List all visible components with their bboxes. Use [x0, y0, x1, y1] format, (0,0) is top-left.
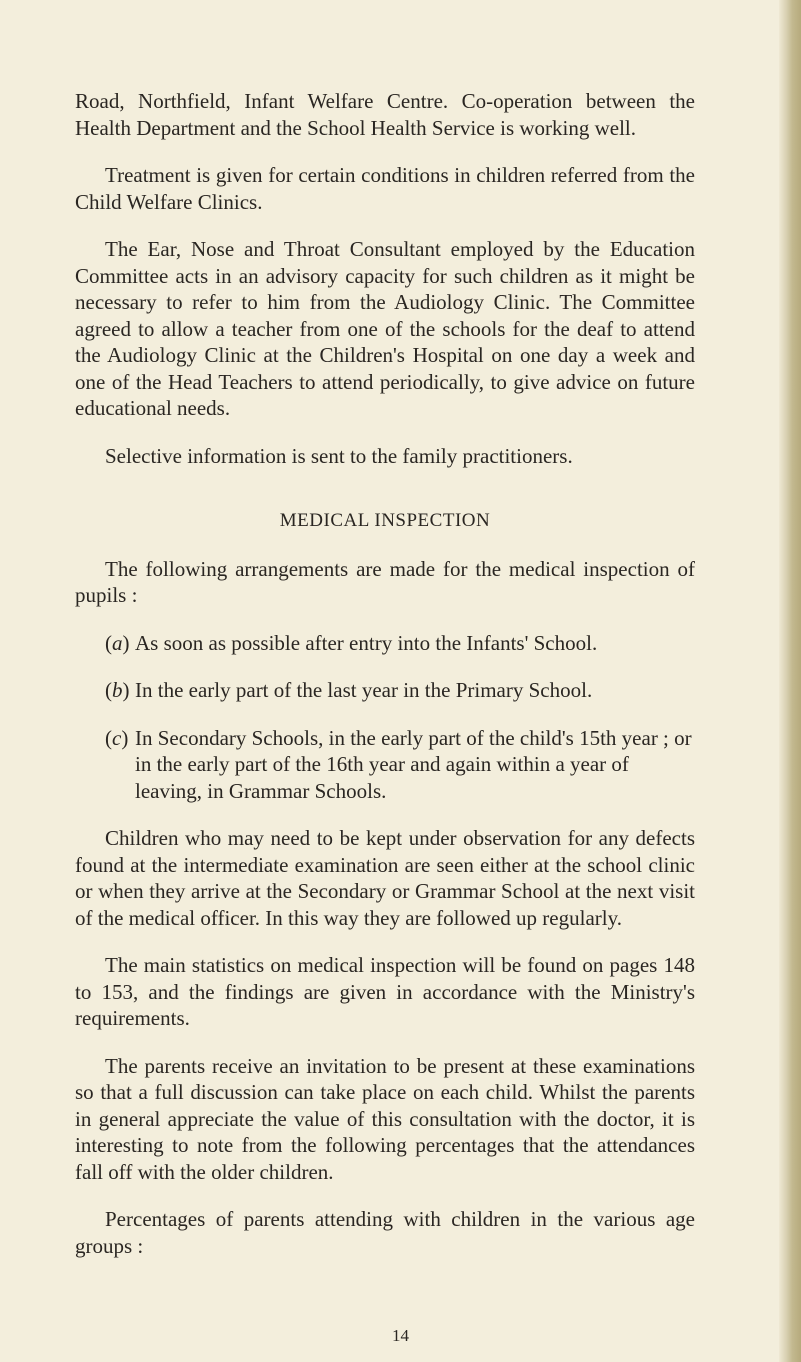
paragraph-5: The following arrangements are made for the medical inspection of pupils : — [75, 556, 695, 607]
list-item-text: In Secondary Schools, in the early part of the child's 15th year ; or in the early part of the 16th year and again within a year of leaving, in Grammar Schools. — [135, 725, 692, 803]
paragraph-8: The parents receive an invitation to be present at these examinations so that a full discussion can take place on each child. Whilst the parents in general appreciate the value of this consultation with the doctor, it is interesting to note from the following percentages that the attendances fall off with the older children. — [75, 1053, 695, 1184]
list-item-text: As soon as possible after entry into the Infants' School. — [135, 630, 598, 655]
paragraph-4: Selective information is sent to the family practitioners. — [105, 443, 573, 468]
paragraph-6: Children who may need to be kept under observation for any defects found at the intermediate examination are seen either at the school clinic or when they arrive at the Secondary or Grammar School at the next visit of the medical officer. In this way they are followed up regularly. — [75, 826, 695, 930]
page-number: 14 — [392, 1326, 409, 1345]
section-heading: MEDICAL INSPECTION — [279, 510, 491, 531]
list-item-text: In the early part of the last year in the Primary School. — [135, 678, 593, 702]
paragraph-7: The main statistics on medical inspection will be found on pages 148 to 153, and the findings are given in accordance with the Ministry's requirements. — [75, 953, 695, 1030]
paragraph-1: Road, Northfield, Infant Welfare Centre. Co-operation between the Health Department and the School Health Service is working well. — [75, 89, 695, 140]
document-body — [75, 88, 695, 1259]
list-marker: (a) — [105, 630, 130, 655]
list-marker: (c) — [105, 725, 129, 750]
paragraph-9: Percentages of parents attending with children in the various age groups : — [75, 1207, 695, 1258]
list-item-b — [75, 677, 695, 704]
list-marker: (b) — [105, 678, 130, 702]
list-item-a — [75, 630, 695, 657]
paragraph-2: Treatment is given for certain conditions in children referred from the Child Welfare Clinics. — [75, 163, 695, 214]
paragraph-3: The Ear, Nose and Throat Consultant employed by the Education Committee acts in an advisory capacity for such children as it might be necessary to refer to him from the Audiology Clinic. The Committee agreed to allow a teacher from one of the schools for the deaf to attend the Audiology Clinic at the Children's Hospital on one day a week and one of the Head Teachers to attend periodically, to give advice on future educational needs. — [75, 237, 695, 420]
list-item-c — [75, 725, 695, 805]
page-edge-shadow — [779, 0, 801, 1362]
